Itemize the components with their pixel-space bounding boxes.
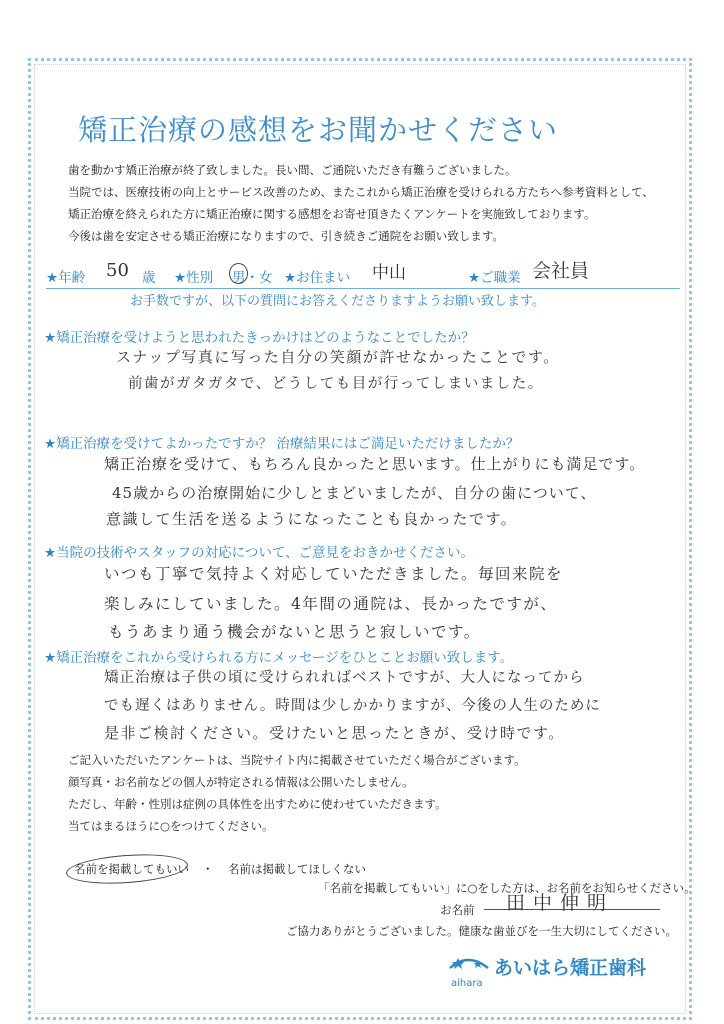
no-publish-option[interactable]: 名前は掲載してほしくない — [228, 862, 366, 876]
answer-4-line: でも遅くはありません。時間は少しかかりますが、今後の人生のために — [104, 698, 601, 714]
answer-4-line: 是非ご検討ください。受けたいと思ったときが、受け時です。 — [104, 724, 565, 742]
job-label: ★ご職業 — [468, 270, 521, 286]
page-title: 矯正治療の感想をお聞かせください — [78, 113, 559, 147]
age-value: 50 — [106, 260, 129, 281]
answer-3-line: いつも丁寧で気持よく対応していただきました。毎回来院を — [104, 565, 564, 583]
question-3: ★当院の技術やスタッフの対応について、ご意見をおきかせください。 — [44, 545, 475, 561]
question-4: ★矯正治療をこれから受けられる方にメッセージをひとことお願い致します。 — [44, 650, 514, 666]
address-value: 中山 — [372, 263, 406, 283]
sex-label: ★性別 — [174, 270, 214, 286]
address-label: ★お住まい — [284, 270, 351, 286]
note-line: 顔写真・お名前などの個人が特定される情報は公開いたしません。 — [68, 775, 414, 789]
job-value: 会社員 — [532, 260, 590, 282]
intro-line: 歯を動かす矯正治療が終了致しました。長い間、ご通院いただき有難うございました。 — [68, 163, 517, 177]
name-request-text: 「名前を掲載してもいい」に○をした方は、お名前をお知らせください。 — [318, 881, 696, 895]
note-line: 当てはまるほうに○をつけてください。 — [68, 819, 274, 833]
clinic-logo-icon — [448, 948, 490, 980]
age-unit: 歳 — [142, 270, 156, 286]
answer-4-line: 矯正治療は子供の頃に受けられればベストですが、大人になってから — [104, 670, 585, 686]
answer-2-line: 矯正治療を受けて、もちろん良かったと思います。仕上がりにも満足です。 — [104, 455, 646, 473]
clinic-logo-name: あいはら矯正歯科 — [494, 957, 647, 979]
age-label: ★年齢 — [46, 270, 86, 286]
intro-line: 今後は歯を安定させる矯正治療になりますので、引き続きご通院をお願い致します。 — [68, 229, 504, 243]
note-line: ただし、年齢・性別は症例の具体性を出すために使わせていただきます。 — [68, 797, 447, 811]
answer-1-line: スナップ写真に写った自分の笑顔が許せなかったことです。 — [116, 348, 560, 366]
thanks-text: ご協力ありがとうございました。健康な歯並びを一生大切にしてください。 — [286, 924, 677, 938]
name-value: 田中伸明 — [506, 892, 615, 914]
answer-2-line: 意識して生活を送るようになったことも良かったです。 — [106, 510, 518, 528]
note-line: ご記入いただいたアンケートは、当院サイト内に掲載させていただく場合がございます。 — [68, 753, 526, 767]
answer-3-line: もうあまり通う機会がないと思うと寂しいです。 — [108, 623, 481, 641]
instruction-text: お手数ですが、以下の質問にお答えくださりますようお願い致します。 — [130, 294, 545, 309]
intro-line: 矯正治療を終えられた方に矯正治療に関する感想をお寄せ頂きたくアンケートを実施致しております。 — [68, 207, 596, 221]
answer-1-line: 前歯がガタガタで、どうしても目が行ってしまいました。 — [128, 376, 544, 392]
sex-options: 男・女 — [232, 270, 273, 286]
answer-2-line: 45歳からの治療開始に少しとまどいましたが、自分の歯について、 — [112, 484, 597, 502]
intro-line: 当院では、医療技術の向上とサービス改善のため、またこれから矯正治療を受けられる方たちへ参考資料として、 — [68, 185, 654, 199]
question-1: ★矯正治療を受けようと思われたきっかけはどのようなことでしたか？ — [44, 330, 475, 346]
answer-3-line: 楽しみにしていました。4年間の通院は、長かったですが、 — [104, 595, 558, 613]
sex-circle-mark — [229, 263, 248, 284]
question-2: ★矯正治療を受けてよかったですか？ 治療結果にはご満足いただけましたか？ — [44, 436, 520, 452]
publish-option[interactable]: 名前を掲載してもいい — [74, 862, 189, 876]
option-separator: ・ — [202, 862, 214, 876]
name-label: お名前 — [440, 903, 475, 917]
clinic-logo-sub: aihara — [451, 978, 483, 989]
